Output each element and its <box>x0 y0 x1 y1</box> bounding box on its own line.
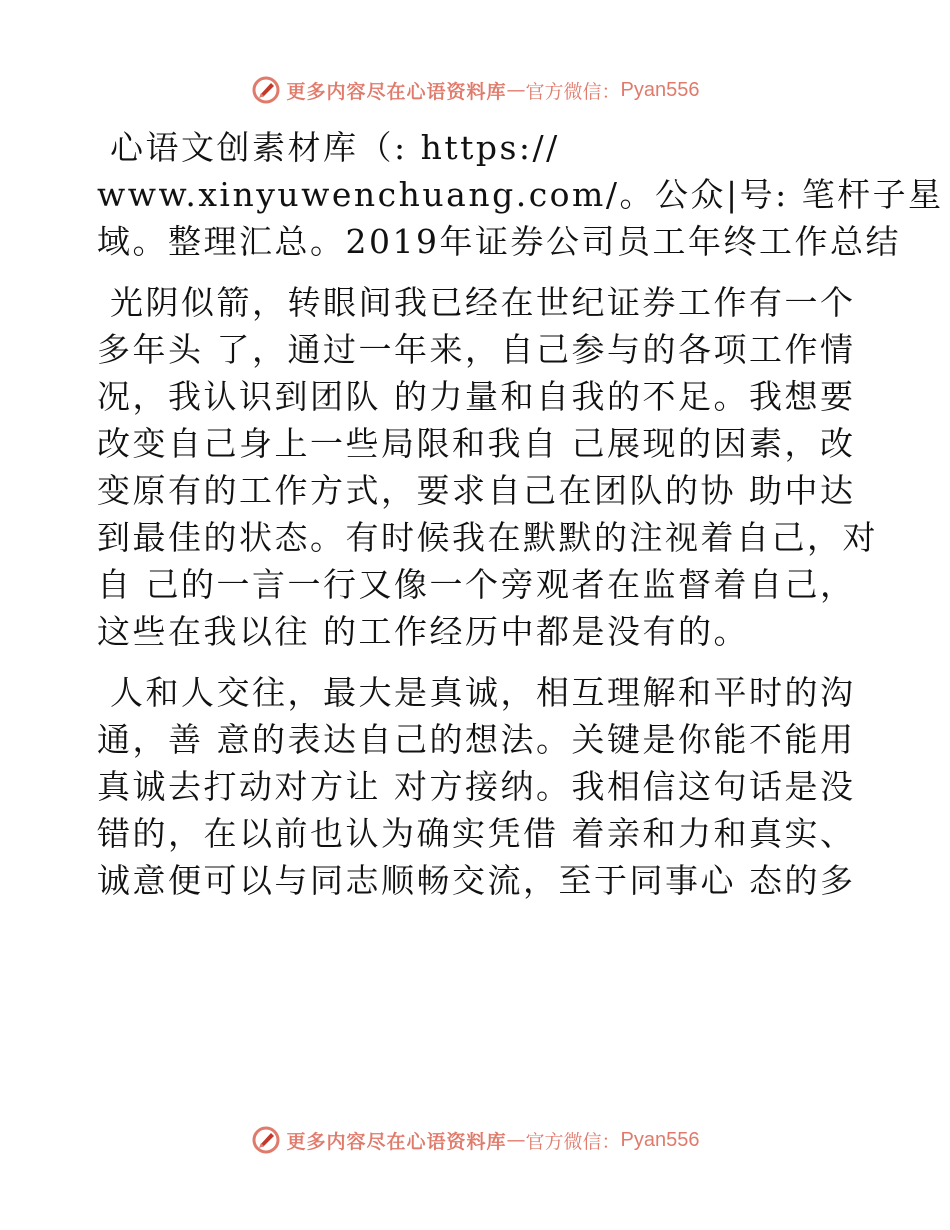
banner-slogan: 更多内容尽在心语资料库 <box>286 1130 507 1153</box>
text-line: 多年头 了，通过一年来，自己参与的各项工作情 <box>97 330 856 369</box>
text-line: 这些在我以往 的工作经历中都是没有的。 <box>97 612 749 651</box>
banner-slogan: 更多内容尽在心语资料库 <box>286 80 507 103</box>
text-line: 人和人交往，最大是真诚，相互理解和平时的沟 <box>97 673 856 712</box>
document-body <box>97 124 944 904</box>
text-line: 光阴似箭，转眼间我已经在世纪证券工作有一个 <box>97 283 856 322</box>
header-banner <box>0 72 950 108</box>
banner-wechat-id: Pyan556 <box>620 1128 700 1151</box>
banner-wechat-id: Pyan556 <box>620 78 700 101</box>
text-line: 错的，在以前也认为确实凭借 着亲和力和真实、 <box>97 814 856 853</box>
paragraph-gap <box>97 655 857 669</box>
paragraph-gap <box>97 265 857 279</box>
text-line: 自 己的一言一行又像一个旁观者在监督着自己， <box>97 565 856 604</box>
paragraph-communication <box>97 669 857 904</box>
text-line: 改变自己身上一些局限和我自 己展现的因素，改 <box>97 424 856 463</box>
banner-dash: — <box>506 79 526 101</box>
text-line: 通，善 意的表达自己的想法。关键是你能不能用 <box>97 720 856 759</box>
text-line: 到最佳的状态。有时候我在默默的注视着自己，对 <box>97 518 878 557</box>
banner-dash: — <box>506 1129 526 1151</box>
text-line: 诚意便可以与同志顺畅交流，至于同事心 态的多 <box>97 861 856 900</box>
banner-wechat-label: 官方微信： <box>525 80 621 103</box>
footer-banner <box>0 1122 950 1158</box>
paragraph-source-info <box>97 124 944 265</box>
text-line: 况，我认识到团队 的力量和自我的不足。我想要 <box>97 377 856 416</box>
text-line: 变原有的工作方式，要求自己在团队的协 助中达 <box>97 471 856 510</box>
text-line: www.xinyuwenchuang.com/。公众|号: 笔杆子星 <box>97 175 944 214</box>
paragraph-intro <box>97 279 878 655</box>
text-line: 真诚去打动对方让 对方接纳。我相信这句话是没 <box>97 767 856 806</box>
writing-hand-circle-icon <box>251 1125 281 1155</box>
text-line: 域。整理汇总。2019年证券公司员工年终工作总结 <box>97 222 901 261</box>
writing-hand-circle-icon <box>251 75 281 105</box>
text-line: 心语文创素材库（: https:// <box>97 128 560 167</box>
banner-wechat-label: 官方微信： <box>525 1130 621 1153</box>
